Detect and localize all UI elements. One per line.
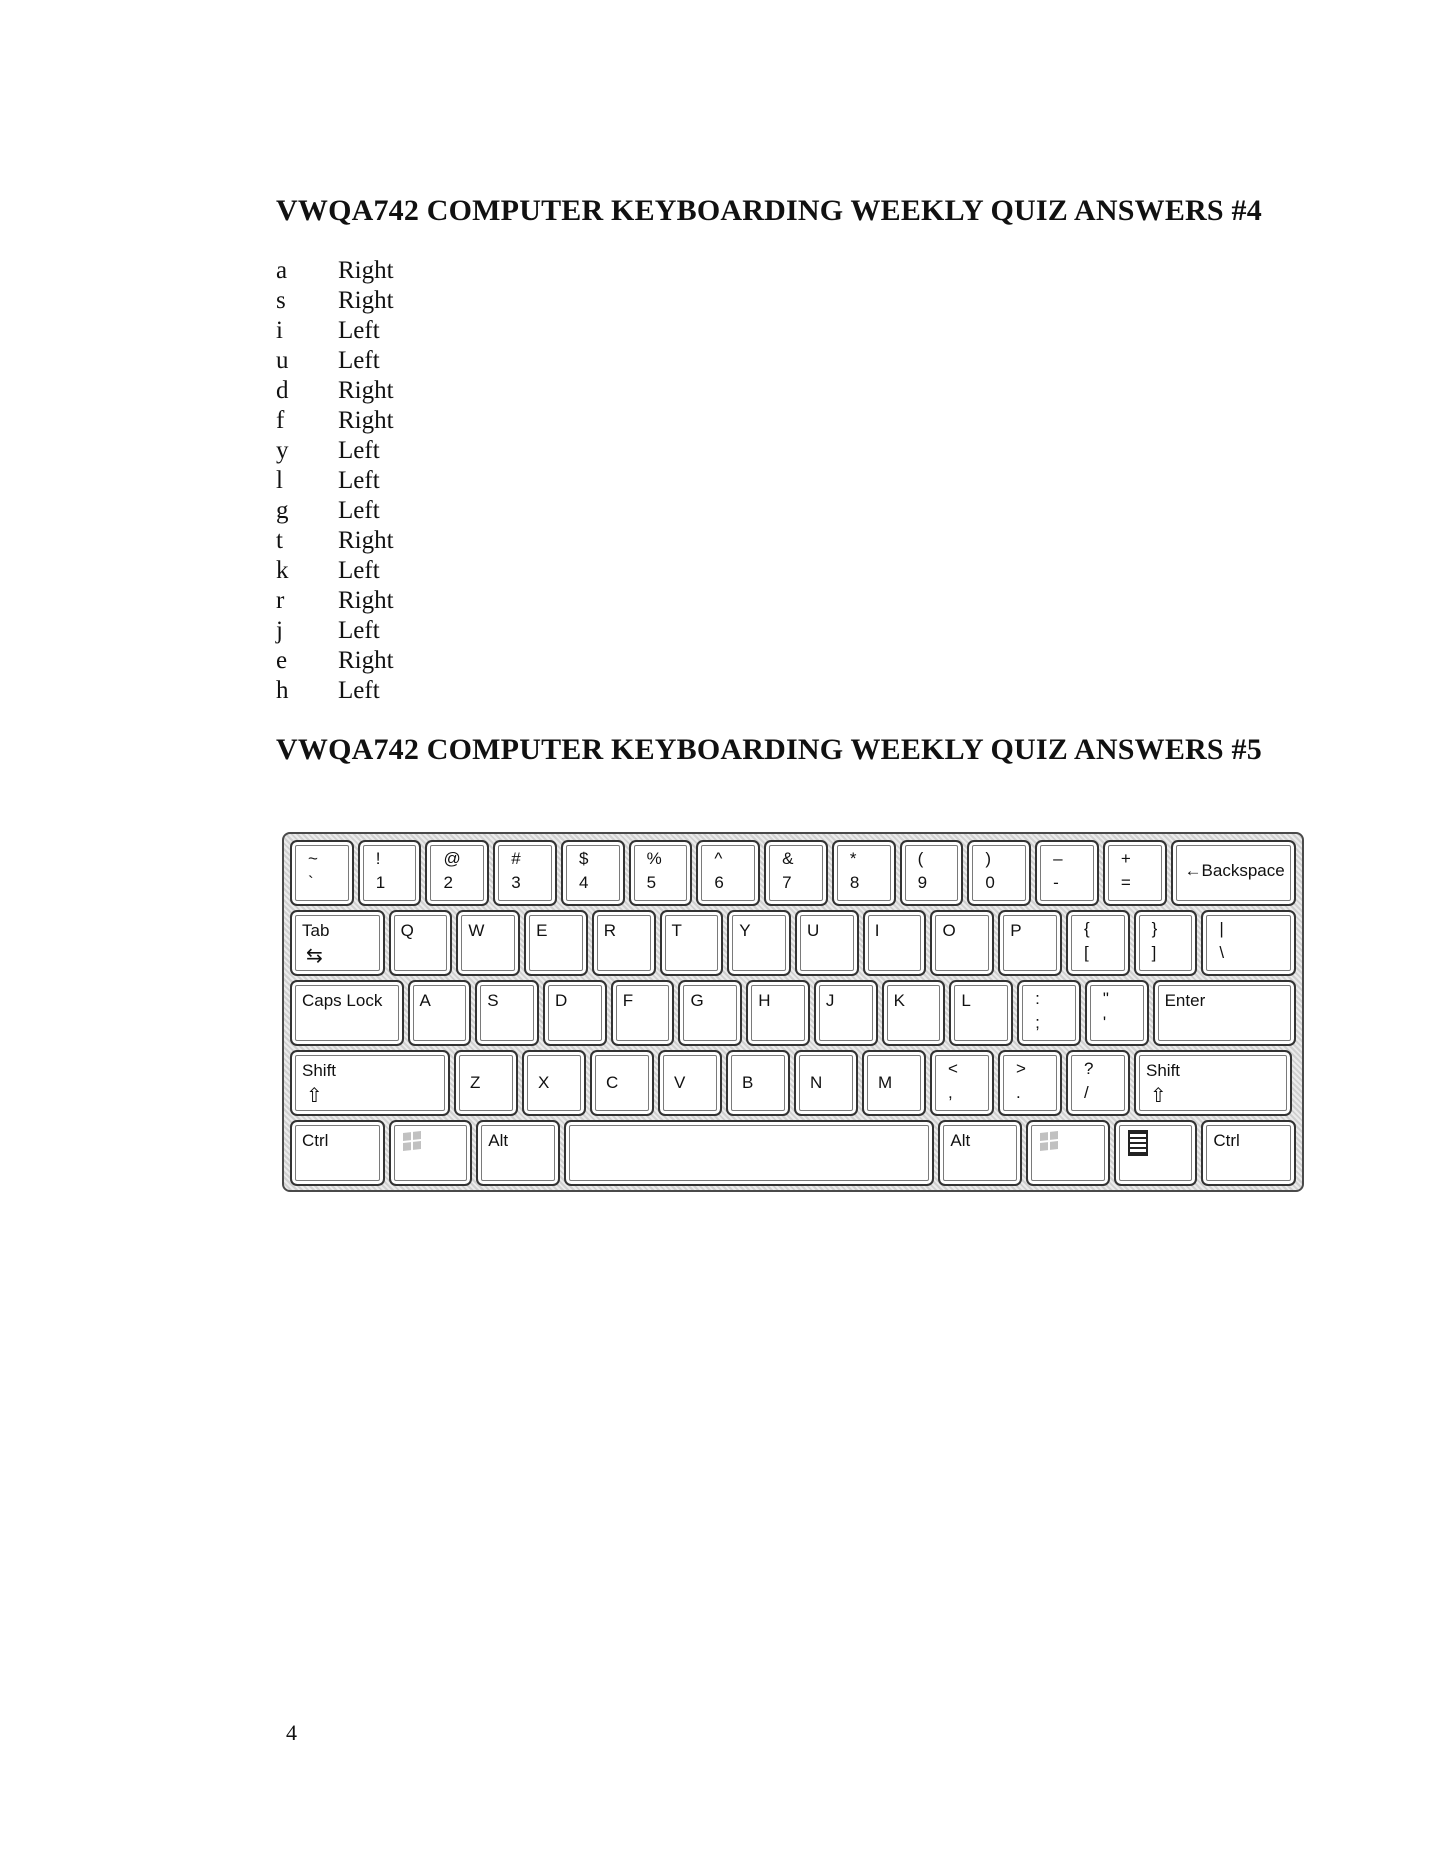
key-slash: ? /	[1066, 1050, 1130, 1116]
answer-letter: i	[276, 317, 283, 344]
answer-letter: g	[276, 497, 289, 524]
tab-arrows-icon: ⇆	[306, 945, 323, 967]
key-backspace: ←Backspace	[1171, 840, 1296, 906]
answer-letter: f	[276, 407, 285, 434]
key-d: D	[543, 980, 607, 1046]
key-0: ) 0	[967, 840, 1031, 906]
key-t: T	[660, 910, 724, 976]
answer-hand: Left	[338, 617, 380, 644]
key-equals: + =	[1103, 840, 1167, 906]
answer-letter: y	[276, 437, 289, 464]
windows-logo-icon	[403, 1131, 421, 1151]
key-right-ctrl: Ctrl	[1201, 1120, 1296, 1186]
windows-logo-icon	[1040, 1131, 1058, 1151]
key-left-brace: { [	[1066, 910, 1130, 976]
key-3: # 3	[493, 840, 557, 906]
key-b: B	[726, 1050, 790, 1116]
answer-letter: h	[276, 677, 289, 704]
answer-row	[276, 376, 394, 406]
key-7: & 7	[764, 840, 828, 906]
key-q: Q	[389, 910, 453, 976]
answer-row	[276, 586, 394, 616]
key-e: E	[524, 910, 588, 976]
answer-row	[276, 406, 394, 436]
key-2: @ 2	[425, 840, 489, 906]
answer-letter: l	[276, 467, 283, 494]
answer-row	[276, 286, 394, 316]
answer-row	[276, 316, 394, 346]
key-o: O	[930, 910, 994, 976]
answer-letter: d	[276, 377, 289, 404]
key-9: ( 9	[900, 840, 964, 906]
key-z: Z	[454, 1050, 518, 1116]
answer-row	[276, 436, 394, 466]
key-h: H	[746, 980, 810, 1046]
answer-hand: Right	[338, 527, 394, 554]
shift-arrow-icon: ⇧	[306, 1085, 323, 1107]
answer-row	[276, 676, 394, 706]
key-s: S	[475, 980, 539, 1046]
answer-row	[276, 616, 394, 646]
shift-arrow-icon: ⇧	[1150, 1085, 1167, 1107]
key-m: M	[862, 1050, 926, 1116]
key-tilde: ~ `	[290, 840, 354, 906]
answer-list	[276, 256, 394, 706]
key-x: X	[522, 1050, 586, 1116]
keyboard-modifier-row	[290, 1120, 1296, 1186]
key-right-alt: Alt	[938, 1120, 1022, 1186]
key-j: J	[814, 980, 878, 1046]
key-right-brace: } ]	[1134, 910, 1198, 976]
key-minus: – -	[1035, 840, 1099, 906]
keyboard-number-row	[290, 840, 1296, 906]
key-left-windows	[389, 1120, 473, 1186]
key-left-shift: Shift ⇧	[290, 1050, 450, 1116]
key-c: C	[590, 1050, 654, 1116]
key-a: A	[408, 980, 472, 1046]
answer-letter: k	[276, 557, 289, 584]
answer-hand: Left	[338, 347, 380, 374]
answer-hand: Left	[338, 497, 380, 524]
key-i: I	[863, 910, 927, 976]
quiz-4-heading: VWQA742 COMPUTER KEYBOARDING WEEKLY QUIZ ANSWERS #4	[276, 194, 1262, 227]
key-f: F	[611, 980, 675, 1046]
key-enter: Enter	[1153, 980, 1296, 1046]
key-v: V	[658, 1050, 722, 1116]
answer-letter: s	[276, 287, 286, 314]
key-backslash: | \	[1201, 910, 1296, 976]
answer-row	[276, 256, 394, 286]
key-6: ^ 6	[696, 840, 760, 906]
key-8: * 8	[832, 840, 896, 906]
key-spacebar	[564, 1120, 934, 1186]
answer-row	[276, 346, 394, 376]
key-g: G	[678, 980, 742, 1046]
answer-row	[276, 646, 394, 676]
answer-hand: Right	[338, 647, 394, 674]
key-period: > .	[998, 1050, 1062, 1116]
key-semicolon: : ;	[1017, 980, 1081, 1046]
answer-hand: Right	[338, 407, 394, 434]
answer-hand: Left	[338, 437, 380, 464]
answer-letter: a	[276, 257, 288, 284]
page-number: 4	[286, 1720, 297, 1745]
keyboard-home-row	[290, 980, 1296, 1046]
answer-row	[276, 466, 394, 496]
key-right-shift: Shift ⇧	[1134, 1050, 1292, 1116]
key-1: ! 1	[358, 840, 422, 906]
answer-hand: Left	[338, 557, 380, 584]
answer-hand: Left	[338, 677, 380, 704]
answer-letter: t	[276, 527, 283, 554]
answer-hand: Left	[338, 317, 380, 344]
answer-letter: u	[276, 347, 289, 374]
answer-hand: Right	[338, 377, 394, 404]
key-menu	[1114, 1120, 1198, 1186]
answer-row	[276, 526, 394, 556]
key-w: W	[456, 910, 520, 976]
key-n: N	[794, 1050, 858, 1116]
answer-hand: Right	[338, 287, 394, 314]
answer-row	[276, 556, 394, 586]
key-4: $ 4	[561, 840, 625, 906]
key-comma: < ,	[930, 1050, 994, 1116]
key-caps-lock: Caps Lock	[290, 980, 404, 1046]
key-left-alt: Alt	[476, 1120, 560, 1186]
key-k: K	[882, 980, 946, 1046]
keyboard-top-row	[290, 910, 1296, 976]
key-l: L	[949, 980, 1013, 1046]
key-p: P	[998, 910, 1062, 976]
answer-row	[276, 496, 394, 526]
key-y: Y	[727, 910, 791, 976]
key-quote: " '	[1085, 980, 1149, 1046]
quiz-5-heading: VWQA742 COMPUTER KEYBOARDING WEEKLY QUIZ ANSWERS #5	[276, 733, 1262, 766]
key-tab: Tab ⇆	[290, 910, 385, 976]
key-r: R	[592, 910, 656, 976]
key-right-windows	[1026, 1120, 1110, 1186]
answer-letter: r	[276, 587, 285, 614]
answer-hand: Left	[338, 467, 380, 494]
keyboard-bottom-row	[290, 1050, 1296, 1116]
context-menu-icon	[1128, 1130, 1148, 1156]
answer-hand: Right	[338, 587, 394, 614]
keyboard-diagram	[282, 832, 1304, 1192]
key-left-ctrl: Ctrl	[290, 1120, 385, 1186]
answer-letter: e	[276, 647, 288, 674]
answer-hand: Right	[338, 257, 394, 284]
key-5: % 5	[629, 840, 693, 906]
key-u: U	[795, 910, 859, 976]
answer-letter: j	[276, 617, 283, 644]
